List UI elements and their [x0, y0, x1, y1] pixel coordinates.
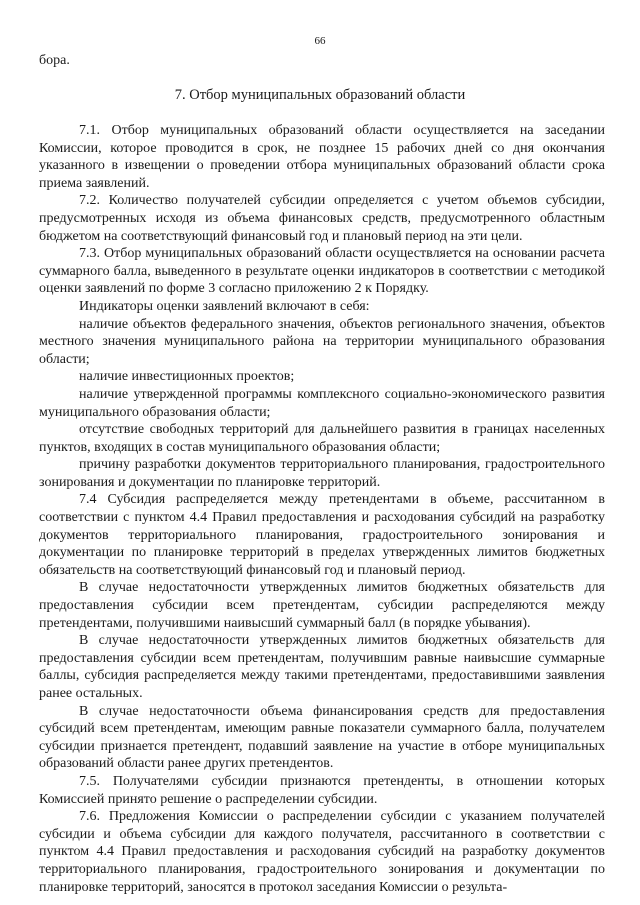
paragraph-7-1: 7.1. Отбор муниципальных образований области осуществляется на заседании Комиссии, которое проводится в срок, не позднее 15 рабочих дней со дня окончания указанного в извещении о проведении отбора муниципальных образований области срока приема заявлений. — [39, 123, 605, 191]
page-number: 66 — [314, 35, 326, 47]
indicator-item: наличие объектов федерального значения, объектов регионального значения, объектов местного значения муниципального района на территории муниципального образования области; — [39, 316, 605, 367]
paragraph-7-4-case-2: В случае недостаточности утвержденных лимитов бюджетных обязательств для предоставления субсидии всем претендентам, получившим равные наивысшие суммарные баллы, субсидия распределяется между такими претендентами, предоставившими заявления ранее остальных. — [39, 633, 605, 701]
continued-fragment: бора. — [39, 53, 70, 68]
section-heading: 7. Отбор муниципальных образований области — [174, 87, 466, 103]
paragraph-7-2: 7.2. Количество получателей субсидии определяется с учетом объемов субсидии, предусмотренных исходя из объема финансовых средств, предусмотренного областным бюджетом на соответствующий финансовый год и плановый период на эти цели. — [39, 193, 605, 244]
indicator-item: причину разработки документов территориального планирования, градостроительного зонирования и документации по планировке территорий. — [39, 457, 605, 490]
paragraph-7-4: 7.4 Субсидия распределяется между претендентами в объеме, рассчитанном в соответствии с пунктом 4.4 Правил предоставления и расходования субсидий на разработку документов территориального планирования, градостроительного зонирования и документации по планировке территорий в пределах утвержденных лимитов бюджетных обязательств на соответствующий финансовый год и плановый период. — [39, 492, 605, 578]
body-text — [39, 122, 605, 896]
paragraph-7-6: 7.6. Предложения Комиссии о распределении субсидии с указанием получателей субсидии и объема субсидии для каждого получателя, рассчитанного в соответствии с пунктом 4.4 Правил предоставления и расходования субсидий на разработку документов территориального планирования, градостроительного зонирования и документации по планировке территорий, заносятся в протокол заседания Комиссии о результа- — [39, 809, 605, 895]
paragraph-7-4-case-1: В случае недостаточности утвержденных лимитов бюджетных обязательств для предоставления субсидии всем претендентам, субсидии распределяются между претендентами, получившими наивысший суммарный балл (в порядке убывания). — [39, 580, 605, 631]
indicator-item: отсутствие свободных территорий для дальнейшего развития в границах населенных пунктов, входящих в состав муниципального образования области; — [39, 422, 605, 455]
indicator-item: наличие инвестиционных проектов; — [79, 369, 295, 385]
indicator-item: наличие утвержденной программы комплексного социально-экономического развития муниципального образования области; — [39, 386, 605, 420]
paragraph-7-3: 7.3. Отбор муниципальных образований области осуществляется на основании расчета суммарного балла, выведенного в результате оценки индикаторов в соответствии с методикой оценки заявлений по форме 3 согласно приложению 2 к Порядку. — [39, 246, 605, 297]
paragraph-7-5: 7.5. Получателями субсидии признаются претенденты, в отношении которых Комиссией принято решение о распределении субсидии. — [39, 773, 605, 807]
paragraph-7-4-case-3: В случае недостаточности объема финансирования средств для предоставления субсидий всем претендентам, имеющим равные показатели суммарного балла, получателем субсидии признается претендент, подавший заявление на участие в отборе муниципальных образований области ранее других претендентов. — [39, 703, 605, 772]
indicators-intro: Индикаторы оценки заявлений включают в себя: — [79, 298, 370, 314]
